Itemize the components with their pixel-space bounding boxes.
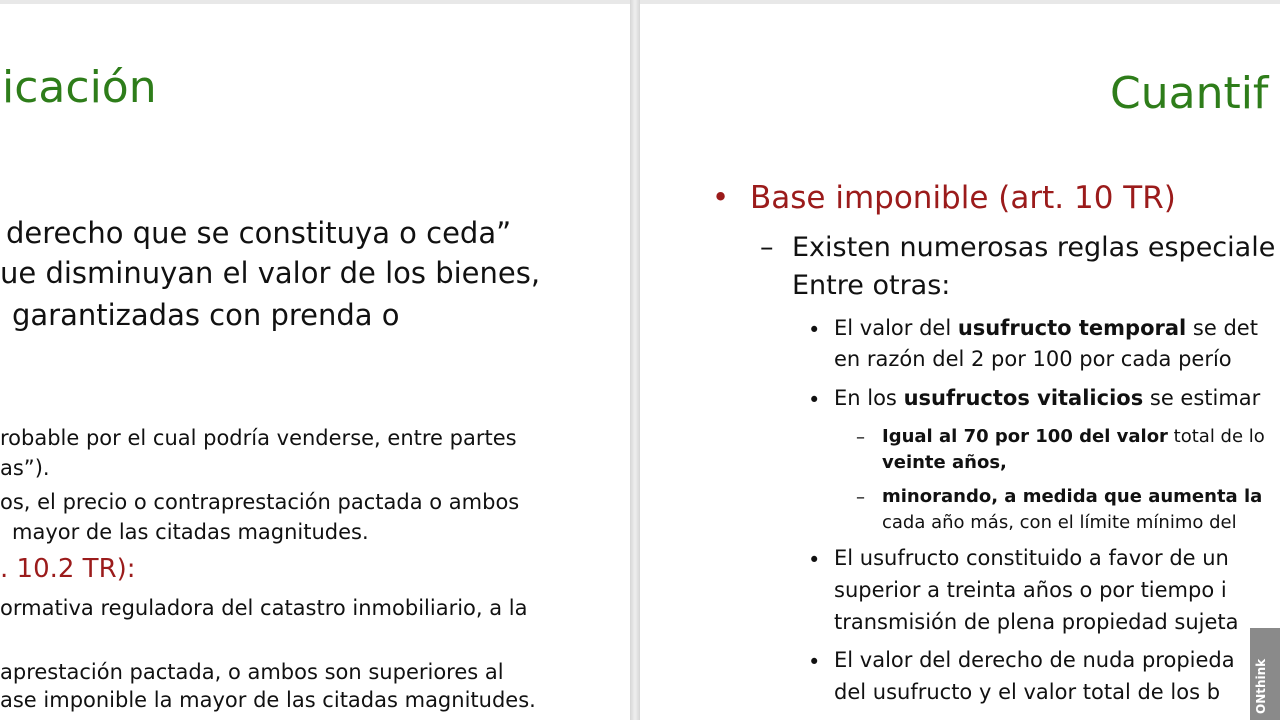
item-3-line-3: transmisión de plena propiedad sujeta (834, 610, 1239, 634)
subitem-2-line-1: minorando, a medida que aumenta la (882, 486, 1263, 507)
left-text-line-1: derecho que se constituya o ceda” (6, 216, 512, 250)
subitem-1-line-2: veinte años, (882, 452, 1007, 473)
item-1-text-b: usufructo temporal (957, 316, 1187, 340)
left-bottom-line-2: aprestación pactada, o ambos son superiores al (0, 660, 504, 684)
left-small-line-3: os, el precio o contraprestación pactada o ambos (0, 490, 520, 514)
item-2-line-1 (834, 386, 1260, 410)
subitem-2-line-2: cada año más, con el límite mínimo del (882, 512, 1237, 533)
right-slide (640, 4, 1280, 720)
left-red-heading: . 10.2 TR): (0, 554, 136, 584)
item-2-text-b: usufructos vitalicios (903, 386, 1144, 410)
base-imponible-heading: Base imponible (art. 10 TR) (750, 180, 1176, 216)
left-small-line-2: as”). (0, 456, 50, 480)
item-bullet-1: • (808, 318, 821, 342)
item-4-line-2: del usufructo y el valor total de los b (834, 680, 1221, 704)
item-bullet-4: • (808, 650, 821, 674)
watermark-badge (1250, 628, 1280, 720)
subitem-1-line-1 (882, 426, 1265, 447)
slide-divider (630, 0, 640, 720)
heading-bullet: • (712, 180, 730, 214)
item-1-text-a: El valor del (834, 316, 958, 340)
item-2-text-c: se estimar (1143, 386, 1261, 410)
subitem-1-text-b: total de lo (1167, 426, 1265, 447)
left-text-line-3: garantizadas con prenda o (12, 298, 400, 332)
item-4-line-1: El valor del derecho de nuda propieda (834, 648, 1235, 672)
left-text-line-2: ue disminuyan el valor de los bienes, (0, 256, 541, 290)
sub-line-1: Existen numerosas reglas especiale (792, 232, 1276, 263)
subitem-dash-2: – (856, 487, 865, 508)
left-bottom-line-1: ormativa reguladora del catastro inmobiliario, a la (0, 596, 528, 620)
sub-dash-1: – (760, 232, 774, 263)
item-bullet-2: • (808, 388, 821, 412)
subitem-dash-1: – (856, 427, 865, 448)
left-slide (0, 4, 630, 720)
left-bottom-line-3: ase imponible la mayor de las citadas magnitudes. (0, 688, 536, 712)
item-2-text-a: En los (834, 386, 904, 410)
right-slide-title: Cuantif (1110, 68, 1269, 119)
item-1-line-2: en razón del 2 por 100 por cada perío (834, 347, 1232, 371)
item-1-text-c: se det (1186, 316, 1258, 340)
subitem-1-text-a: Igual al 70 por 100 del valor (882, 426, 1168, 447)
item-3-line-1: El usufructo constituido a favor de un (834, 546, 1229, 570)
left-slide-title: icación (2, 62, 157, 113)
watermark-text: ONthink (1254, 658, 1268, 714)
left-small-line-1: robable por el cual podría venderse, entre partes (0, 426, 517, 450)
item-3-line-2: superior a treinta años o por tiempo i (834, 578, 1227, 602)
left-small-line-4: mayor de las citadas magnitudes. (12, 520, 369, 544)
item-1-line-1 (834, 316, 1258, 340)
item-bullet-3: • (808, 548, 821, 572)
sub-line-2: Entre otras: (792, 270, 951, 301)
